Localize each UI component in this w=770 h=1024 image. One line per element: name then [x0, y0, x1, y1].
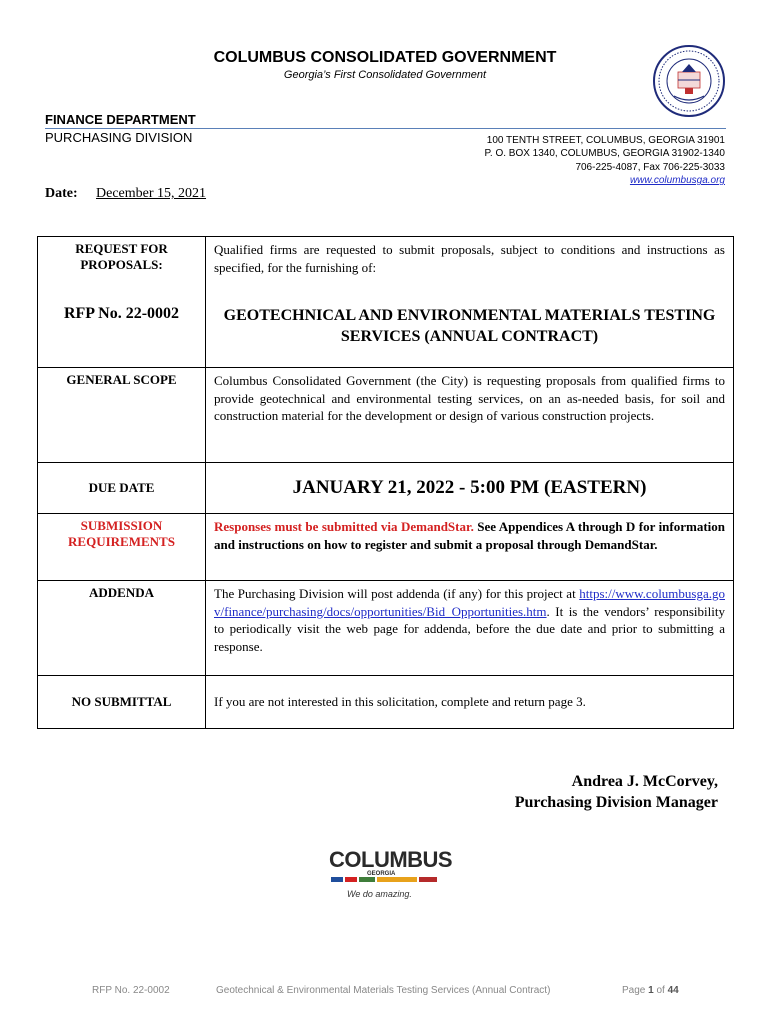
- rfp-number: RFP No. 22-0002: [63, 305, 180, 322]
- submission-label: SUBMISSION REQUIREMENTS: [38, 514, 206, 581]
- website-link[interactable]: www.columbusga.org: [629, 175, 725, 187]
- logo-tagline: We do amazing.: [347, 889, 412, 899]
- signature-block: [515, 771, 718, 813]
- footer-rfp-number: RFP No. 22-0002: [92, 985, 170, 996]
- footer-page-of: of: [653, 985, 668, 996]
- submission-text: [206, 514, 734, 581]
- division-name: PURCHASING DIVISION: [45, 130, 193, 145]
- footer-page-indicator: [622, 985, 679, 996]
- request-intro: Qualified firms are requested to submit proposals, subject to conditions and instructions as specified, for the furnishing of:: [206, 237, 734, 284]
- addenda-text: [206, 581, 734, 676]
- signature-title: Purchasing Division Manager: [514, 794, 718, 811]
- no-submittal-label: NO SUBMITTAL: [38, 676, 206, 729]
- logo-bar-darkred: [419, 877, 437, 882]
- footer-project-title: Geotechnical & Environmental Materials Testing Services (Annual Contract): [216, 985, 551, 996]
- address-street: 100 TENTH STREET, COLUMBUS, GEORGIA 31901: [486, 135, 725, 146]
- addenda-link[interactable]: https://www.columbusga.gov/finance/purchasing/docs/opportunities/Bid_Opportunities.htm: [214, 586, 725, 619]
- logo-bar-green: [359, 877, 375, 882]
- table-row-scope: [38, 368, 734, 463]
- addenda-pre: The Purchasing Division will post addenda (if any) for this project at: [214, 586, 580, 601]
- due-date-label: DUE DATE: [38, 463, 206, 514]
- due-date-value: JANUARY 21, 2022 - 5:00 PM (EASTERN): [292, 477, 647, 499]
- table-row-submission: [38, 514, 734, 581]
- addenda-post: . It is the vendors’ responsibility to periodically visit the web page for addenda, before the due date and prior to submitting a response.: [214, 603, 725, 654]
- logo-wordmark: COLUMBUS: [329, 847, 453, 872]
- government-title: COLUMBUS CONSOLIDATED GOVERNMENT: [213, 49, 557, 66]
- header-divider: [45, 128, 726, 129]
- addenda-label: ADDENDA: [38, 581, 206, 676]
- table-row-rfp-number: [38, 283, 734, 368]
- submission-red-text: Responses must be submitted via DemandStar.: [214, 519, 474, 534]
- rfp-title: GEOTECHNICAL AND ENVIRONMENTAL MATERIALS TESTING SERVICES (ANNUAL CONTRACT): [223, 307, 716, 345]
- logo-bar-gold: [377, 877, 417, 882]
- city-seal-icon: [652, 44, 726, 118]
- logo-bar-red: [345, 877, 357, 882]
- logo-state: GEORGIA: [367, 871, 396, 877]
- government-subtitle: Georgia’s First Consolidated Government: [283, 69, 487, 81]
- logo-bar-blue: [331, 877, 343, 882]
- footer-page-prefix: Page: [622, 985, 649, 996]
- footer-page-total: 44: [667, 985, 679, 996]
- address-phone: 706-225-4087, Fax 706-225-3033: [575, 161, 725, 173]
- table-row-request: [38, 237, 734, 284]
- table-row-due-date: [38, 463, 734, 514]
- submission-rest-text: See Appendices A through D for information and instructions on how to register and submit a proposal through DemandStar.: [214, 519, 726, 552]
- scope-label: GENERAL SCOPE: [38, 368, 206, 463]
- department-name: FINANCE DEPARTMENT: [45, 112, 196, 127]
- footer-page-number: 1: [648, 985, 654, 996]
- rfp-summary-table: [37, 236, 734, 729]
- no-submittal-text: If you are not interested in this solicitation, complete and return page 3.: [206, 676, 734, 729]
- address-pobox: P. O. BOX 1340, COLUMBUS, GEORGIA 31902-1340: [484, 148, 725, 160]
- date-label: Date:: [45, 186, 78, 201]
- scope-text: Columbus Consolidated Government (the City) is requesting proposals from qualified firms to provide geotechnical and environmental testing services, on an as-needed basis, for soil and construction material for the development or design of various construction projects.: [206, 368, 734, 463]
- address-block: [485, 134, 726, 188]
- date-value: December 15, 2021: [96, 186, 207, 201]
- table-row-no-submittal: [38, 676, 734, 729]
- request-label: REQUEST FOR PROPOSALS:: [38, 237, 206, 284]
- table-row-addenda: [38, 581, 734, 676]
- signature-name: Andrea J. McCorvey,: [571, 773, 718, 790]
